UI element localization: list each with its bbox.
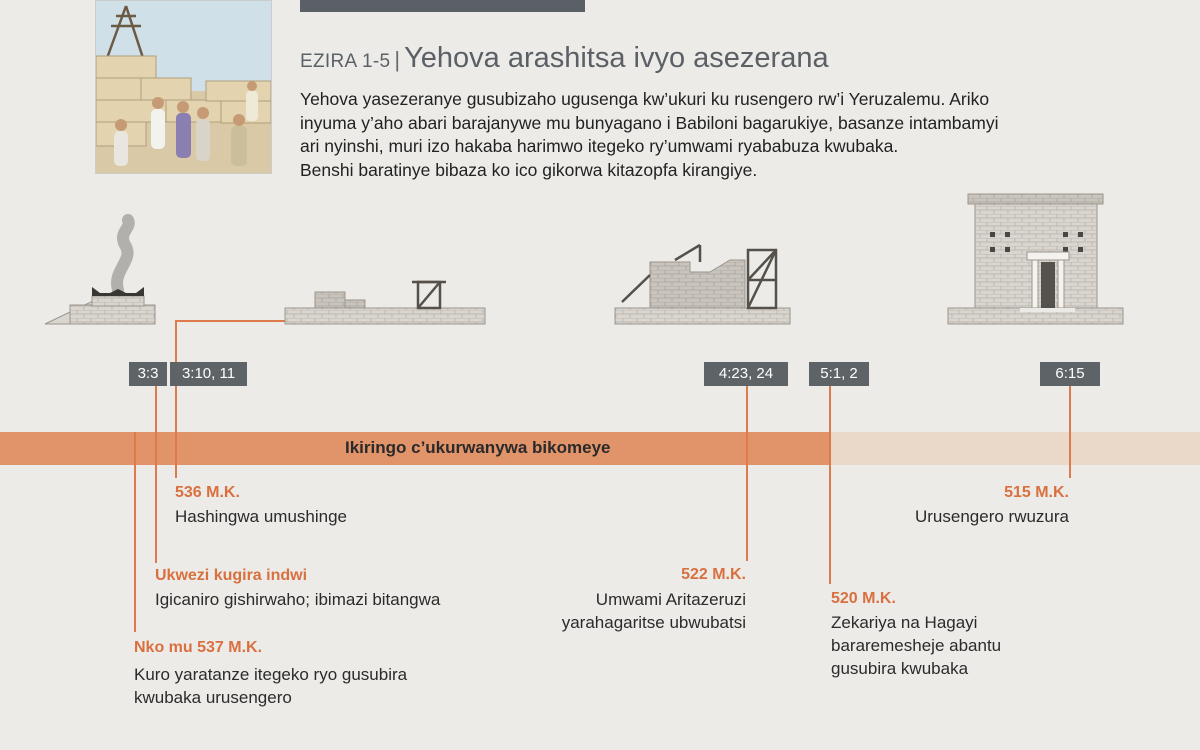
intro-line: ari nyinshi, muri izo hakaba harimwo itegeko ry’umwami ryababuza kwubaka. (300, 136, 899, 156)
event-text-line: Urusengero rwuzura (914, 507, 1069, 526)
altar-drawing (45, 220, 155, 324)
event-text-line: Hashingwa umushinge (175, 507, 347, 526)
event-text-line: gusubira kwubaka (831, 659, 969, 678)
event-date: 515 M.K. (1004, 484, 1069, 501)
event-text-line: bararemesheje abantu (831, 636, 1002, 655)
heading-separator: | (394, 47, 401, 72)
timeline-marker (829, 386, 831, 584)
connector-line (175, 320, 177, 362)
opposition-period-label: Ikiringo c’ukurwanywa bikomeye (345, 438, 611, 457)
reference-badge: 3:3 (129, 362, 167, 386)
event-text (915, 505, 1069, 528)
event-text-line: kwubaka urusengero (134, 688, 292, 707)
completed-temple-drawing (948, 194, 1123, 324)
walls-drawing (615, 245, 790, 324)
event-date: 536 M.K. (175, 484, 240, 501)
intro-line: Benshi baratinye bibaza ko ico gikorwa kitazopfa kirangiye. (300, 159, 758, 180)
scripture-reference: EZIRA 1-5 (300, 51, 391, 72)
reference-badge: 5:1, 2 (809, 362, 869, 386)
intro-line: inyuma y’aho abari barajanywe mu bunyagano i Babiloni bagarukiye, basanze intambamyi (300, 112, 999, 133)
foundation-drawing (285, 282, 485, 324)
event-text-line: Kuro yaratanze itegeko ryo gusubira (134, 665, 408, 684)
timeline-marker (746, 386, 748, 561)
page-title: Yehova arashitsa ivyo asezerana (404, 42, 829, 74)
event-date: Nko mu 537 M.K. (134, 639, 263, 656)
event-text-line: Igicaniro gishirwaho; ibimazi bitangwa (155, 590, 441, 609)
reference-badge: 3:10, 11 (170, 362, 247, 386)
timeline-marker (134, 432, 136, 632)
event-text (831, 611, 1001, 680)
timeline-marker (155, 386, 157, 563)
event-date: 522 M.K. (681, 566, 746, 583)
event-date: 520 M.K. (831, 590, 896, 607)
construction-illustration (95, 0, 272, 174)
event-text-line: Zekariya na Hagayi (831, 613, 978, 632)
event-text (155, 588, 440, 611)
reference-badge: 4:23, 24 (704, 362, 788, 386)
timeline-marker (1069, 386, 1071, 478)
event-text (134, 663, 407, 709)
event-text-line: Umwami Aritazeruzi (595, 590, 746, 609)
timeline-marker (175, 386, 177, 478)
event-date: Ukwezi kugira indwi (155, 567, 308, 584)
heading (300, 42, 829, 75)
event-text (175, 505, 347, 528)
connector-line (175, 320, 285, 322)
reference-badge: 6:15 (1040, 362, 1100, 386)
event-text-line: yarahagaritse ubwubatsi (561, 613, 746, 632)
intro-line: Yehova yasezeranye gusubizaho ugusenga kw’ukuri ku rusengero rw’i Yeruzalemu. Ariko (300, 89, 990, 109)
header-bar (300, 0, 585, 12)
intro-text (300, 88, 1080, 182)
event-text (562, 588, 746, 634)
building-progress-illustration (0, 190, 1200, 360)
